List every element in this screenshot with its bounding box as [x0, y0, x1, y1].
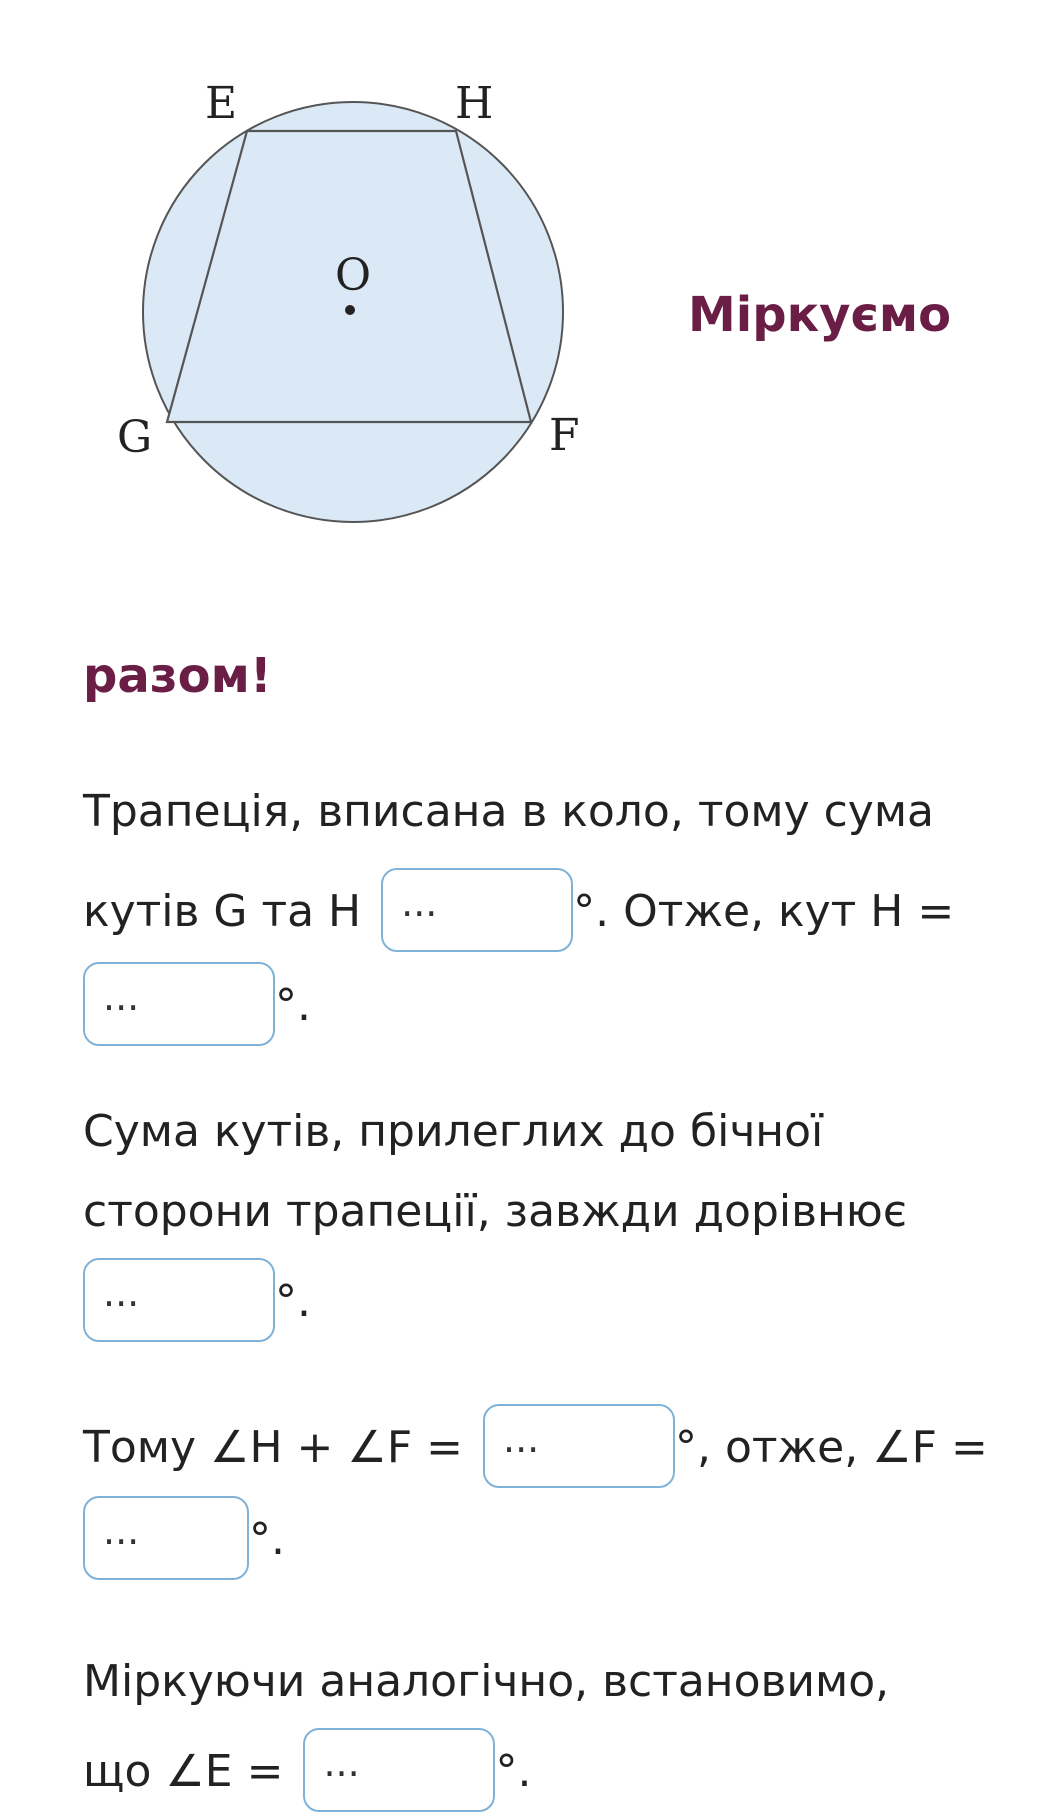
center-label-o: O: [335, 250, 372, 301]
paragraph-3-line-2: [83, 1500, 285, 1584]
answer-field-angle-h[interactable]: ...: [83, 962, 275, 1046]
center-point-o: [345, 305, 355, 315]
paragraph-1-line-1: Трапеція, вписана в коло, тому сума: [83, 786, 934, 837]
answer-field-h-plus-f[interactable]: ...: [483, 1404, 675, 1488]
paragraph-3-line-1-tail: °, отже, ∠F =: [675, 1422, 988, 1473]
heading-line-2: разом!: [83, 648, 272, 704]
paragraph-3-line-1: [83, 1408, 988, 1492]
paragraph-4-line-2-text: що ∠E =: [83, 1746, 284, 1797]
vertex-label-f: F: [549, 410, 580, 461]
paragraph-1-line-2-tail: °. Отже, кут H =: [573, 886, 955, 937]
vertex-label-h: H: [455, 78, 494, 129]
paragraph-4-line-1: Міркуючи аналогічно, встановимо,: [83, 1656, 890, 1707]
paragraph-1-line-3-tail: °.: [275, 980, 311, 1031]
vertex-label-g: G: [117, 412, 153, 463]
paragraph-1-line-2-text: кутів G та H: [83, 886, 362, 937]
paragraph-1-line-2: [83, 872, 954, 956]
paragraph-3-line-1-text: Тому ∠H + ∠F =: [83, 1422, 463, 1473]
paragraph-2-line-3-tail: °.: [275, 1276, 311, 1327]
paragraph-4-line-2-tail: °.: [495, 1746, 532, 1797]
paragraph-1-line-3: [83, 966, 311, 1050]
heading-line-1: Міркуємо: [688, 287, 952, 343]
answer-field-angle-f[interactable]: ...: [83, 1496, 249, 1580]
paragraph-4-line-2: [83, 1732, 531, 1816]
paragraph-2-line-3: [83, 1262, 311, 1346]
paragraph-2-line-1: Сума кутів, прилеглих до бічної: [83, 1106, 824, 1157]
answer-field-lateral-sum[interactable]: ...: [83, 1258, 275, 1342]
answer-field-angle-e[interactable]: ...: [303, 1728, 495, 1812]
paragraph-3-line-2-tail: °.: [249, 1514, 285, 1565]
vertex-label-e: E: [205, 78, 238, 129]
answer-field-sum-g-h[interactable]: ...: [381, 868, 573, 952]
inscribed-trapezoid-diagram: [95, 72, 615, 552]
paragraph-2-line-2: сторони трапеції, завжди дорівнює: [83, 1186, 907, 1237]
